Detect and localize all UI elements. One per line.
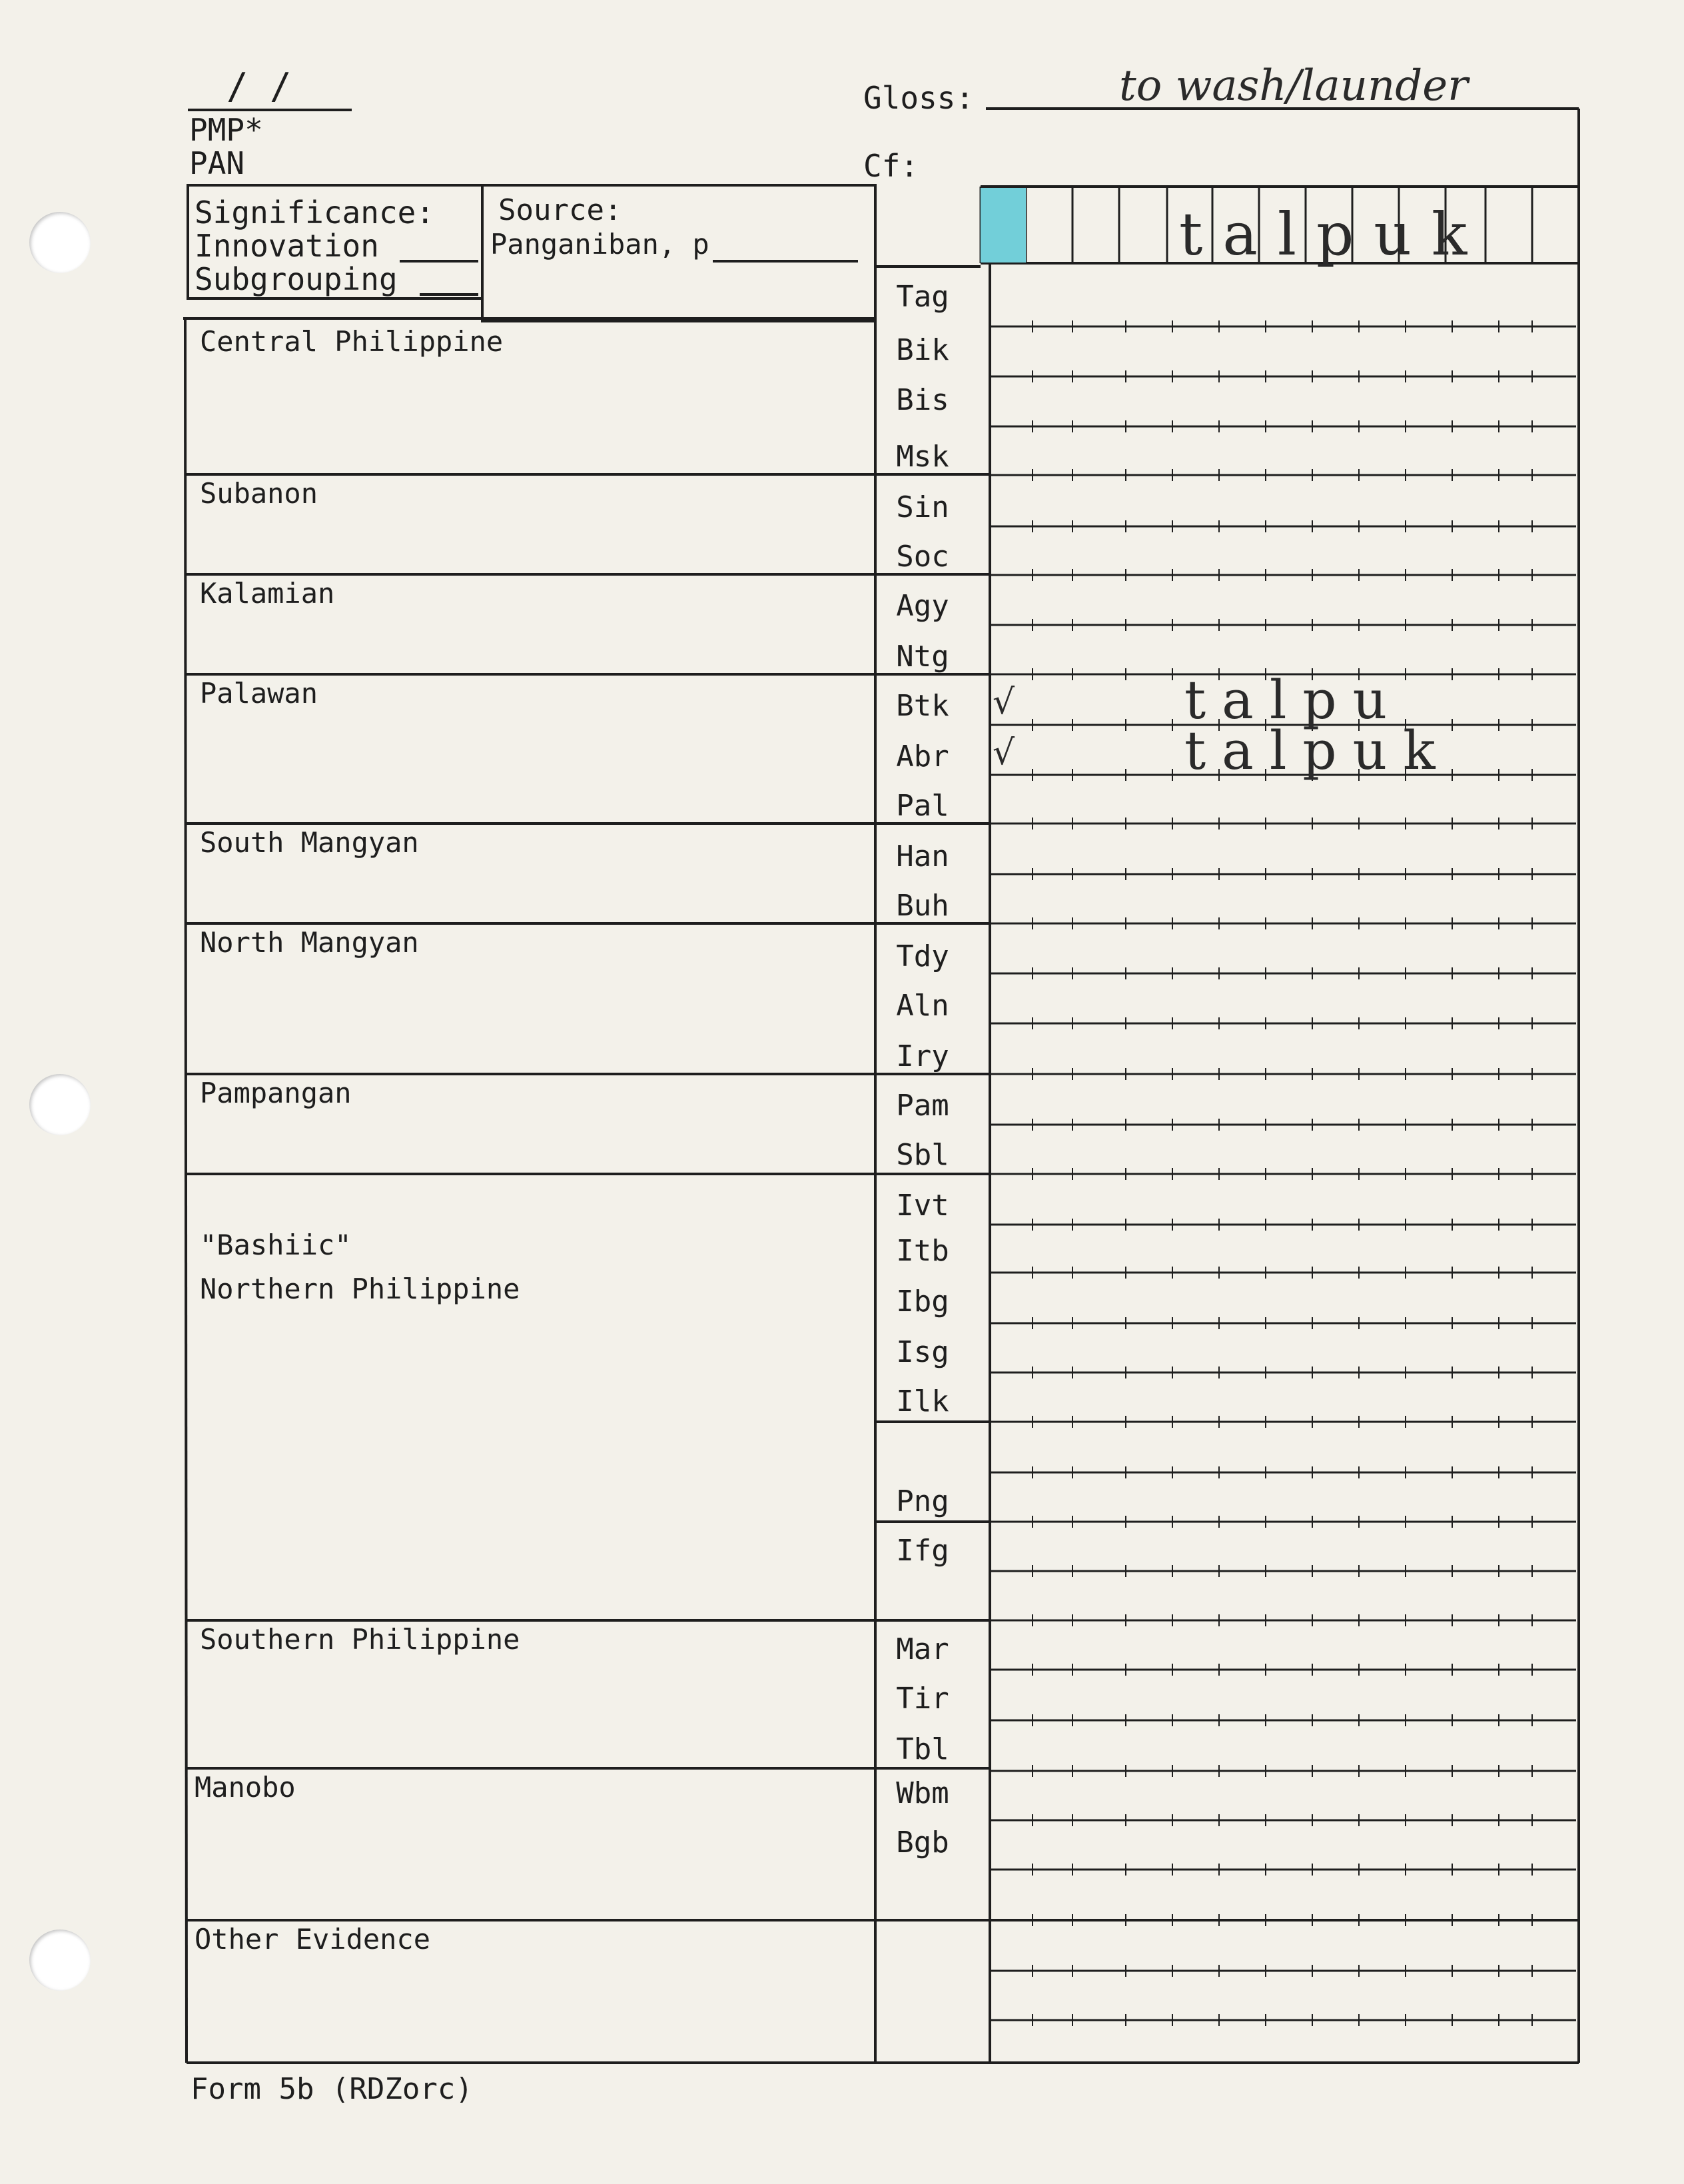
language-code-bis: Bis <box>896 383 949 417</box>
language-code-bik: Bik <box>896 333 949 367</box>
language-code-tag: Tag <box>896 280 949 314</box>
language-code-msk: Msk <box>896 440 949 474</box>
language-code-itb: Itb <box>896 1234 949 1268</box>
significance-label: Significance: <box>195 195 435 231</box>
group-name: Northern Philippine <box>200 1273 520 1305</box>
language-code-aln: Aln <box>896 989 949 1023</box>
group-name: Subanon <box>200 477 318 510</box>
language-code-han: Han <box>896 839 949 873</box>
language-code-bgb: Bgb <box>896 1826 949 1860</box>
form-label: Form 5b (RDZorc) <box>191 2072 473 2106</box>
group-name: Kalamian <box>200 577 335 610</box>
group-name: "Bashiic" <box>200 1229 352 1261</box>
entry-check-btk: √ <box>993 682 1015 722</box>
group-name: Southern Philippine <box>200 1623 520 1656</box>
language-code-buh: Buh <box>896 889 949 923</box>
group-name: Other Evidence <box>195 1923 431 1955</box>
language-code-tir: Tir <box>896 1682 949 1716</box>
group-name: Manobo <box>195 1771 296 1804</box>
language-code-sin: Sin <box>896 490 949 524</box>
language-code-soc: Soc <box>896 540 949 574</box>
language-code-tbl: Tbl <box>896 1732 949 1766</box>
language-code-pam: Pam <box>896 1089 949 1123</box>
language-code-ifg: Ifg <box>896 1534 949 1568</box>
entry-form-btk: talpu <box>1184 669 1404 731</box>
group-name: Palawan <box>200 677 318 710</box>
cf-label: Cf: <box>863 148 919 184</box>
gloss-value: to wash/launder <box>1119 61 1468 111</box>
language-code-btk: Btk <box>896 689 949 723</box>
gloss-label: Gloss: <box>863 80 975 116</box>
language-code-sbl: Sbl <box>896 1138 949 1172</box>
pmp-label: PMP* <box>189 112 263 148</box>
language-code-isg: Isg <box>896 1335 949 1369</box>
entry-form-abr: talpuk <box>1184 720 1452 782</box>
source-value: Panganiban, p <box>490 228 709 261</box>
language-code-wbm: Wbm <box>896 1776 949 1810</box>
language-code-png: Png <box>896 1484 949 1518</box>
language-code-ibg: Ibg <box>896 1285 949 1319</box>
language-code-ntg: Ntg <box>896 640 949 674</box>
language-code-iry: Iry <box>896 1039 949 1073</box>
entry-check-abr: √ <box>993 733 1015 773</box>
language-code-agy: Agy <box>896 589 949 623</box>
innovation-label: Innovation <box>195 228 379 264</box>
group-name: Pampangan <box>200 1077 352 1109</box>
language-code-pal: Pal <box>896 789 949 823</box>
language-code-tdy: Tdy <box>896 939 949 973</box>
source-label: Source: <box>498 193 622 227</box>
group-name: South Mangyan <box>200 826 419 859</box>
slashes: / / <box>226 65 292 107</box>
language-code-ivt: Ivt <box>896 1189 949 1223</box>
language-code-mar: Mar <box>896 1632 949 1666</box>
language-code-abr: Abr <box>896 740 949 774</box>
group-name: North Mangyan <box>200 926 419 959</box>
pan-label: PAN <box>189 145 245 181</box>
language-code-ilk: Ilk <box>896 1384 949 1418</box>
group-name: Central Philippine <box>200 325 504 358</box>
subgrouping-label: Subgrouping <box>195 261 398 297</box>
reconstruction: talpuk <box>1179 200 1487 269</box>
